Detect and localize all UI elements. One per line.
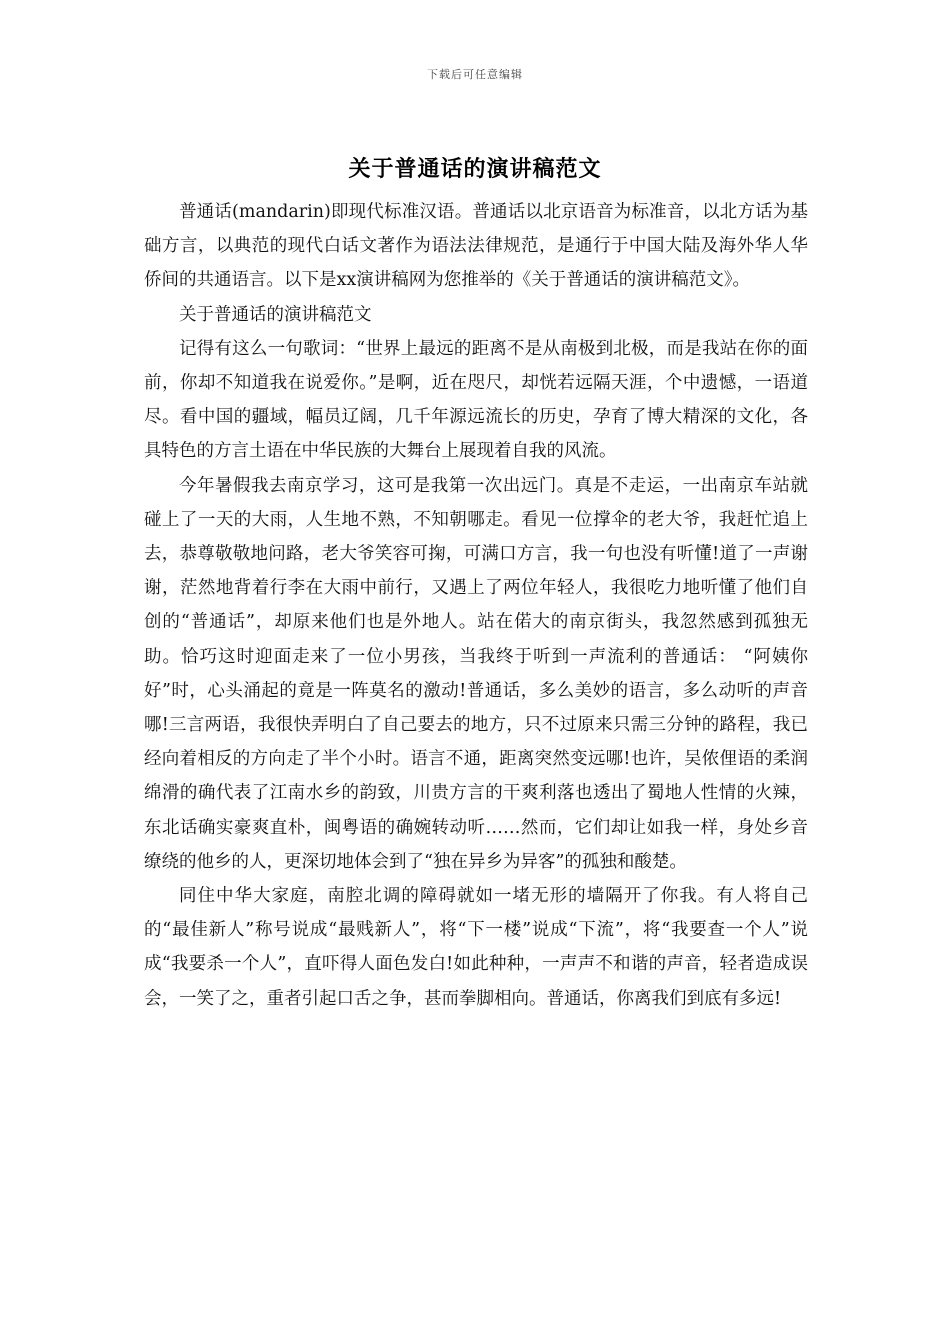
paragraph-lyric: 记得有这么一句歌词：“世界上最远的距离不是从南极到北极，而是我站在你的面前，你却不知道我在说爱你。”是啊，近在咫尺，却恍若远隔天涯，个中遗憾，一语道尽。看中国的疆域，幅员辽阔，几千年源远流长的历史，孕育了博大精深的文化，各具特色的方言土语在中华民族的大舞台上展现着自我的风流。	[144, 338, 808, 462]
paragraph-family: 同住中华大家庭，南腔北调的障碍就如一堵无形的墙隔开了你我。有人将自己的“最佳新人”称号说成“最贱新人”，将“下一楼”说成“下流”，将“我要查一个人”说成“我要杀一个人”，直吓得人面色发白!如此种种，一声声不和谐的声音，轻者造成误会，一笑了之，重者引起口舌之争，甚而拳脚相向。普通话，你离我们到底有多远!	[144, 886, 808, 1009]
paragraph-intro: 普通话(mandarin)即现代标准汉语。普通话以北京语音为标准音，以北方话为基础方言，以典范的现代白话文著作为语法法律规范，是通行于中国大陆及海外华人华侨间的共通语言。以下是xx演讲稿网为您推举的《关于普通话的演讲稿范文》。	[144, 202, 808, 291]
header-note: 下载后可任意编辑	[427, 68, 523, 81]
paragraph-nanjing: 今年暑假我去南京学习，这可是我第一次出远门。真是不走运，一出南京车站就碰上了一天的大雨，人生地不熟，不知朝哪走。看见一位撑伞的老大爷，我赶忙追上去，恭尊敬敬地问路，老大爷笑容可掬，可满口方言，我一句也没有听懂!道了一声谢谢，茫然地背着行李在大雨中前行，又遇上了两位年轻人，我很吃力地听懂了他们自创的“普通话”，却原来他们也是外地人。站在偌大的南京街头，我忽然感到孤独无助。恰巧这时迎面走来了一位小男孩，当我终于听到一声流利的普通话： “阿姨你好”时，心头涌起的竟是一阵莫名的激动!普通话，多么美妙的语言，多么动听的声音哪!三言两语，我很快弄明白了自己要去的地方，只不过原来只需三分钟的路程，我已经向着相反的方向走了半个小时。语言不通，距离突然变远哪!也许，吴侬俚语的柔润绵滑的确代表了江南水乡的韵致，川贵方言的干爽利落也透出了蜀地人性情的火辣，东北话确实豪爽直朴，闽粤语的确婉转动听……然而，它们却让如我一样，身处乡音缭绕的他乡的人，更深切地体会到了“独在异乡为异客”的孤独和酸楚。	[144, 475, 808, 872]
paragraph-subtitle: 关于普通话的演讲稿范文	[179, 304, 372, 325]
document-title: 关于普通话的演讲稿范文	[348, 156, 602, 182]
document-body	[144, 195, 808, 1016]
